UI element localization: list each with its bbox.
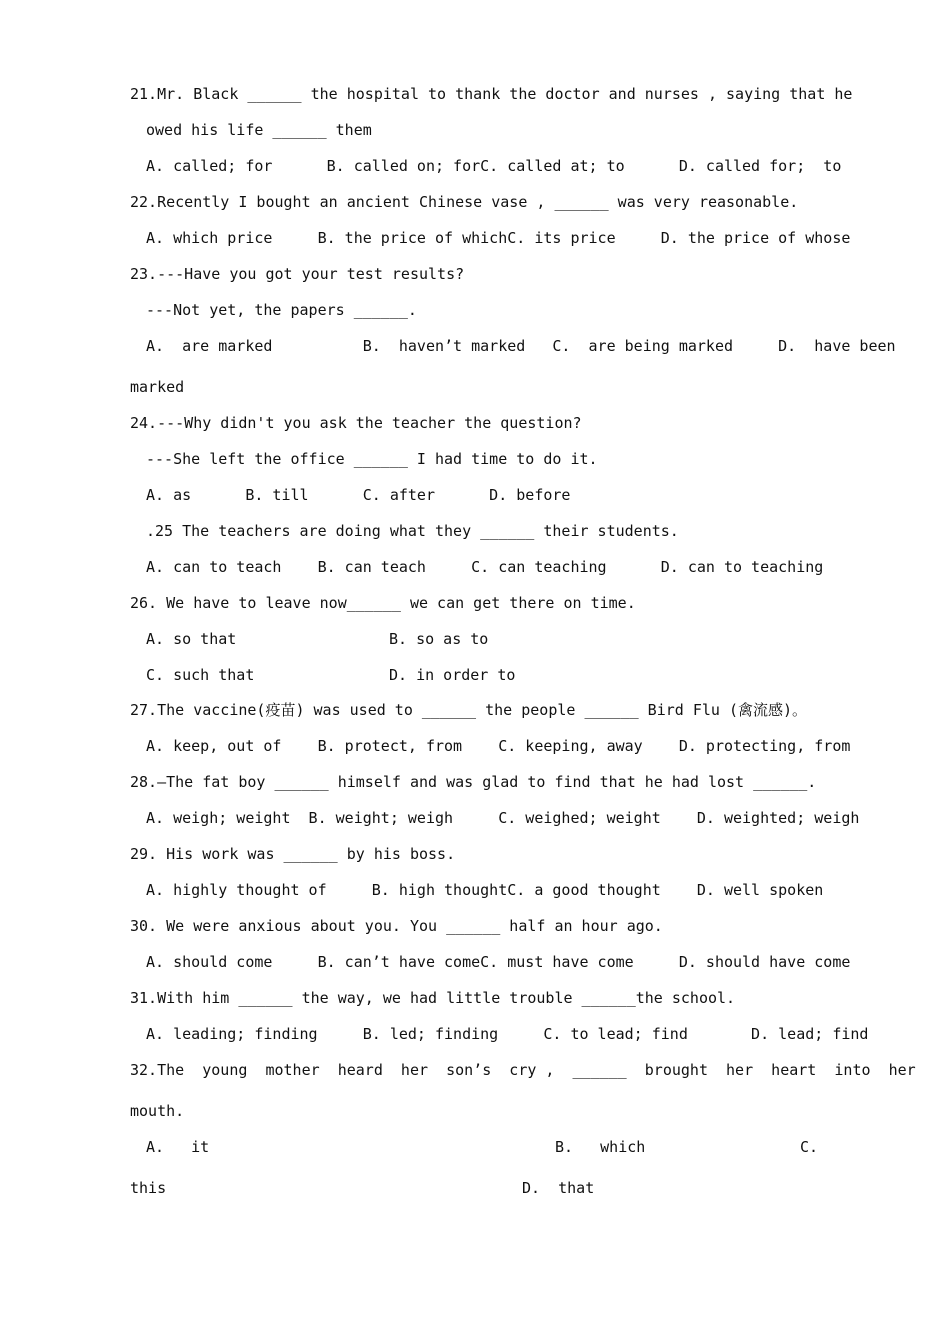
question-24-reply: ---She left the office ______ I had time to do it. (146, 450, 598, 468)
question-25-options: A. can to teach B. can teach C. can teaching D. can to teaching (146, 558, 824, 576)
question-23-options-continued: marked (130, 378, 185, 396)
question-23-stem: 23.---Have you got your test results? (130, 265, 465, 283)
question-21-stem: 21.Mr. Black ______ the hospital to thank the doctor and nurses , saying that he (130, 85, 853, 103)
question-30-options: A. should come B. can’t have comeC. must have come D. should have come (146, 953, 851, 971)
question-28-options: A. weigh; weight B. weight; weigh C. weighed; weight D. weighted; weigh (146, 809, 860, 827)
question-27-stem: 27.The vaccine(疫苗) was used to ______ the people ______ Bird Flu (禽流感)。 (130, 701, 808, 719)
question-32-option-d: D. that (522, 1179, 595, 1197)
question-30-stem: 30. We were anxious about you. You ______ half an hour ago. (130, 917, 663, 935)
question-21-options: A. called; for B. called on; forC. called at; to D. called for; to (146, 157, 842, 175)
question-32-option-b: B. which (555, 1138, 646, 1156)
question-31-stem: 31.With him ______ the way, we had little trouble ______the school. (130, 989, 736, 1007)
question-32-option-c-text: this (130, 1179, 167, 1197)
question-26-option-b: B. so as to (389, 630, 489, 648)
question-26-option-a: A. so that (146, 630, 237, 648)
question-32-option-a: A. it (146, 1138, 210, 1156)
question-22-stem: 22.Recently I bought an ancient Chinese vase , ______ was very reasonable. (130, 193, 799, 211)
question-24-stem: 24.---Why didn't you ask the teacher the question? (130, 414, 582, 432)
question-32-stem: 32.The young mother heard her son’s cry , ______ brought her heart into her (130, 1061, 916, 1079)
question-28-stem: 28.—The fat boy ______ himself and was glad to find that he had lost ______. (130, 773, 817, 791)
question-24-options: A. as B. till C. after D. before (146, 486, 571, 504)
question-26-option-d: D. in order to (389, 666, 516, 684)
question-29-stem: 29. His work was ______ by his boss. (130, 845, 456, 863)
question-23-reply: ---Not yet, the papers ______. (146, 301, 417, 319)
question-22-options: A. which price B. the price of whichC. its price D. the price of whose (146, 229, 851, 247)
question-25-stem: .25 The teachers are doing what they ______ their students. (146, 522, 679, 540)
question-26-option-c: C. such that (146, 666, 255, 684)
question-23-options: A. are marked B. haven’t marked C. are being marked D. have been (146, 337, 896, 355)
question-32-stem-continued: mouth. (130, 1102, 185, 1120)
question-29-options: A. highly thought of B. high thoughtC. a good thought D. well spoken (146, 881, 824, 899)
question-27-options: A. keep, out of B. protect, from C. keeping, away D. protecting, from (146, 737, 851, 755)
question-32-option-c: C. (800, 1138, 819, 1156)
question-21-stem-continued: owed his life ______ them (146, 121, 372, 139)
question-26-stem: 26. We have to leave now______ we can get there on time. (130, 594, 636, 612)
question-31-options: A. leading; finding B. led; finding C. to lead; find D. lead; find (146, 1025, 869, 1043)
